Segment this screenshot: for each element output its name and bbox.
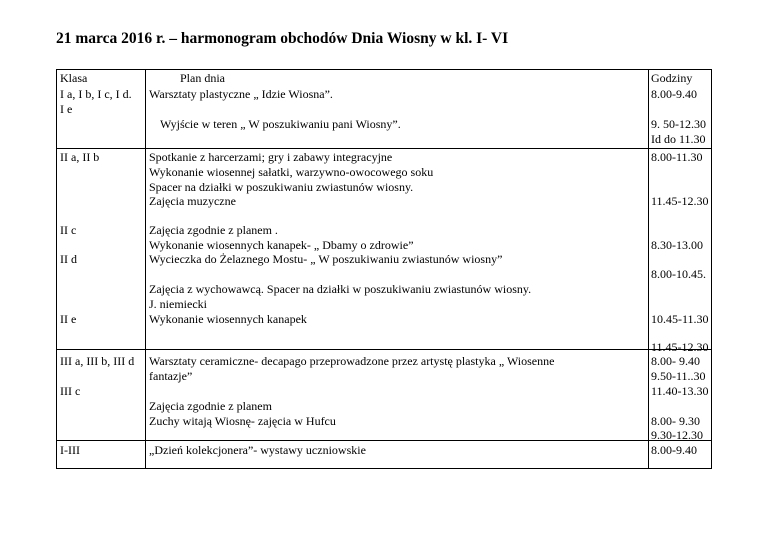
klasa-cell: II d [60,252,77,266]
plan-cell: Wykonanie wiosennej sałatki, warzywno-owocowego soku [149,165,434,179]
table-row-divider [56,440,712,441]
godziny-cell: 11.45-12.30 [651,340,709,354]
schedule-table [56,69,712,469]
table-border-top [56,69,712,70]
plan-cell: Zajęcia zgodnie z planem . [149,223,278,237]
header-godziny: Godziny [651,71,693,85]
klasa-cell: III c [60,384,81,398]
godziny-cell: 8.00- 9.30 [651,414,700,428]
plan-cell: Wyjście w teren „ W poszukiwaniu pani Wiosny”. [160,117,401,131]
plan-cell: fantazje” [149,369,193,383]
table-column-divider [145,69,146,469]
klasa-cell: II a, II b [60,150,100,164]
godziny-cell: 8.00-9.40 [651,443,697,457]
table-row-divider [56,349,712,350]
godziny-cell: Id do 11.30 [651,132,706,146]
plan-cell: Zajęcia zgodnie z planem [149,399,272,413]
klasa-cell: II e [60,312,77,326]
plan-cell: Wycieczka do Żelaznego Mostu- „ W poszukiwaniu zwiastunów wiosny” [149,252,503,266]
plan-cell: J. niemiecki [149,297,207,311]
plan-cell: Zajęcia z wychowawcą. Spacer na działki w poszukiwaniu zwiastunów wiosny. [149,282,532,296]
godziny-cell: 8.30-13.00 [651,238,703,252]
klasa-cell: I-III [60,443,80,457]
plan-cell: Warsztaty ceramiczne- decapago przeprowadzone przez artystę plastyka „ Wiosenne [149,354,555,368]
klasa-cell: I a, I b, I c, I d. [60,87,132,101]
plan-cell: Zajęcia muzyczne [149,194,236,208]
godziny-cell: 10.45-11.30 [651,312,709,326]
klasa-cell: III a, III b, III d [60,354,135,368]
plan-cell: Zuchy witają Wiosnę- zajęcia w Hufcu [149,414,336,428]
klasa-cell: II c [60,223,77,237]
godziny-cell: 9.50-11..30 [651,369,706,383]
plan-cell: Spacer na działki w poszukiwaniu zwiastunów wiosny. [149,180,414,194]
godziny-cell: 9. 50-12.30 [651,117,706,131]
plan-cell: „Dzień kolekcjonera”- wystawy uczniowskie [149,443,366,457]
plan-cell: Wykonanie wiosennych kanapek [149,312,307,326]
table-border-left [56,69,57,469]
page-title: 21 marca 2016 r. – harmonogram obchodów Dnia Wiosny w kl. I- VI [56,30,509,47]
table-border-right [711,69,712,469]
godziny-cell: 11.40-13.30 [651,384,709,398]
godziny-cell: 8.00-10.45. [651,267,706,281]
table-row-divider [56,148,712,149]
klasa-cell: I e [60,102,73,116]
table-border-bottom [56,468,712,469]
godziny-cell: 8.00-11.30 [651,150,703,164]
header-plan-dnia: Plan dnia [180,71,225,85]
godziny-cell: 8.00-9.40 [651,87,697,101]
plan-cell: Wykonanie wiosennych kanapek- „ Dbamy o zdrowie” [149,238,414,252]
godziny-cell: 11.45-12.30 [651,194,709,208]
godziny-cell: 9.30-12.30 [651,428,703,442]
plan-cell: Spotkanie z harcerzami; gry i zabawy integracyjne [149,150,393,164]
header-klasa: Klasa [60,71,88,85]
plan-cell: Warsztaty plastyczne „ Idzie Wiosna”. [149,87,333,101]
table-column-divider [648,69,649,469]
godziny-cell: 8.00- 9.40 [651,354,700,368]
